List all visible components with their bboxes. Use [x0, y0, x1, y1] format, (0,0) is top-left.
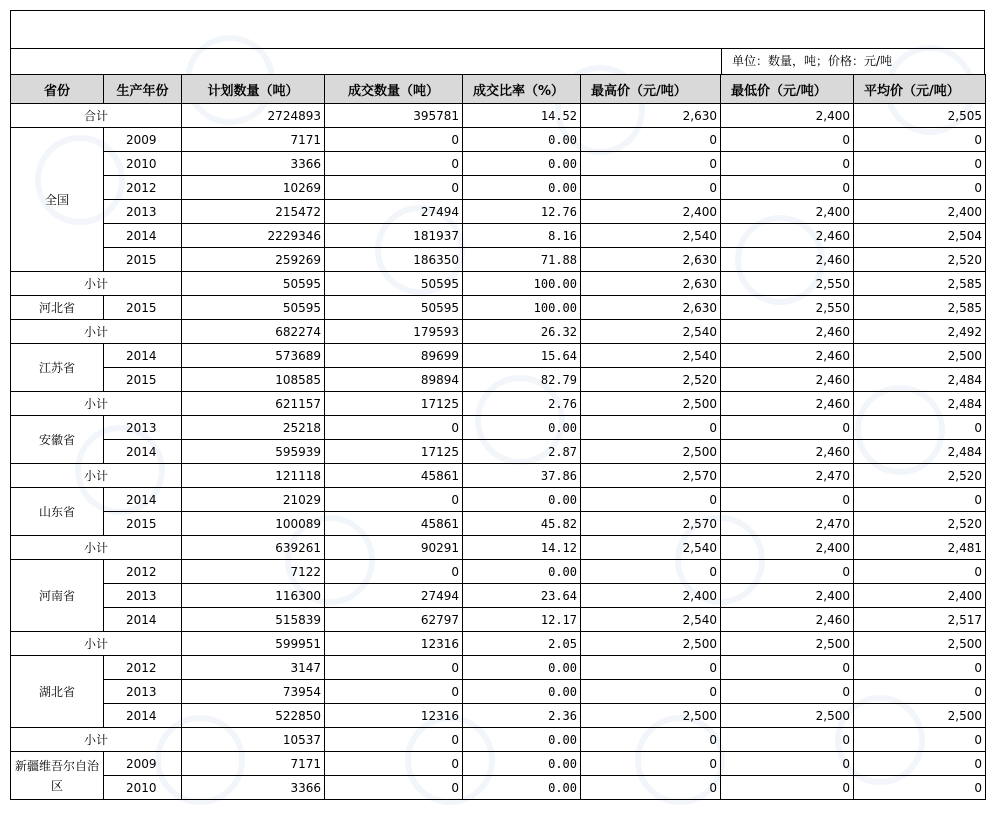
table-row	[11, 512, 986, 536]
cell-max-price: 0	[581, 560, 721, 584]
table-row	[11, 416, 986, 440]
cell-max-price: 0	[581, 152, 721, 176]
province-cell: 江苏省	[11, 344, 104, 392]
cell-deal: 62797	[325, 608, 463, 632]
table-row	[11, 296, 986, 320]
cell-avg-price: 2,400	[854, 584, 986, 608]
cell-min-price: 2,550	[721, 296, 854, 320]
cell-max-price: 2,500	[581, 632, 721, 656]
cell-avg-price: 0	[854, 176, 986, 200]
subtotal-label: 小计	[11, 728, 182, 752]
subtotal-row	[11, 728, 986, 752]
cell-ratio: 2.76	[463, 392, 581, 416]
cell-max-price: 0	[581, 728, 721, 752]
cell-min-price: 2,460	[721, 608, 854, 632]
cell-ratio: 0.00	[463, 488, 581, 512]
cell-min-price: 2,460	[721, 320, 854, 344]
cell-avg-price: 0	[854, 680, 986, 704]
cell-min-price: 2,460	[721, 248, 854, 272]
cell-max-price: 0	[581, 128, 721, 152]
cell-min-price: 0	[721, 656, 854, 680]
cell-deal: 27494	[325, 200, 463, 224]
cell-min-price: 0	[721, 488, 854, 512]
header-year: 生产年份	[104, 75, 182, 104]
cell-avg-price: 2,585	[854, 272, 986, 296]
cell-avg-price: 2,400	[854, 200, 986, 224]
table-body	[11, 104, 986, 800]
year-cell: 2015	[104, 368, 182, 392]
year-cell: 2015	[104, 248, 182, 272]
table-row	[11, 752, 986, 776]
cell-deal: 45861	[325, 512, 463, 536]
cell-deal: 17125	[325, 440, 463, 464]
cell-plan: 2229346	[182, 224, 325, 248]
year-cell: 2014	[104, 704, 182, 728]
cell-ratio: 23.64	[463, 584, 581, 608]
cell-max-price: 0	[581, 776, 721, 800]
subtotal-label: 小计	[11, 392, 182, 416]
province-cell: 安徽省	[11, 416, 104, 464]
cell-ratio: 12.76	[463, 200, 581, 224]
cell-min-price: 2,470	[721, 464, 854, 488]
cell-max-price: 2,500	[581, 704, 721, 728]
cell-plan: 25218	[182, 416, 325, 440]
cell-deal: 395781	[325, 104, 463, 128]
cell-ratio: 8.16	[463, 224, 581, 248]
province-cell: 全国	[11, 128, 104, 272]
year-cell: 2015	[104, 296, 182, 320]
year-cell: 2009	[104, 128, 182, 152]
cell-min-price: 2,400	[721, 200, 854, 224]
table-row	[11, 680, 986, 704]
cell-min-price: 2,460	[721, 392, 854, 416]
cell-deal: 0	[325, 152, 463, 176]
cell-ratio: 0.00	[463, 152, 581, 176]
cell-plan: 2724893	[182, 104, 325, 128]
table-row	[11, 152, 986, 176]
cell-plan: 50595	[182, 296, 325, 320]
cell-deal: 50595	[325, 272, 463, 296]
cell-plan: 116300	[182, 584, 325, 608]
cell-min-price: 2,550	[721, 272, 854, 296]
province-cell: 河北省	[11, 296, 104, 320]
cell-deal: 17125	[325, 392, 463, 416]
cell-ratio: 0.00	[463, 728, 581, 752]
table-row	[11, 224, 986, 248]
cell-plan: 7122	[182, 560, 325, 584]
province-cell: 河南省	[11, 560, 104, 632]
year-cell: 2012	[104, 176, 182, 200]
cell-plan: 682274	[182, 320, 325, 344]
cell-ratio: 12.17	[463, 608, 581, 632]
cell-deal: 89894	[325, 368, 463, 392]
cell-min-price: 0	[721, 176, 854, 200]
cell-avg-price: 2,484	[854, 368, 986, 392]
cell-deal: 50595	[325, 296, 463, 320]
cell-max-price: 2,400	[581, 584, 721, 608]
year-cell: 2014	[104, 488, 182, 512]
cell-avg-price: 2,520	[854, 248, 986, 272]
cell-deal: 0	[325, 776, 463, 800]
header-plan-qty: 计划数量（吨）	[182, 75, 325, 104]
cell-plan: 621157	[182, 392, 325, 416]
year-cell: 2009	[104, 752, 182, 776]
cell-avg-price: 0	[854, 656, 986, 680]
cell-max-price: 0	[581, 680, 721, 704]
cell-deal: 0	[325, 680, 463, 704]
header-deal-ratio: 成交比率（%）	[463, 75, 581, 104]
subtotal-label: 小计	[11, 272, 182, 296]
cell-plan: 3147	[182, 656, 325, 680]
cell-min-price: 2,400	[721, 104, 854, 128]
cell-max-price: 2,520	[581, 368, 721, 392]
cell-plan: 21029	[182, 488, 325, 512]
table-row	[11, 656, 986, 680]
cell-deal: 0	[325, 728, 463, 752]
cell-min-price: 2,470	[721, 512, 854, 536]
table-row	[11, 200, 986, 224]
cell-min-price: 0	[721, 680, 854, 704]
cell-min-price: 0	[721, 728, 854, 752]
cell-min-price: 0	[721, 752, 854, 776]
cell-deal: 0	[325, 176, 463, 200]
total-row	[11, 104, 986, 128]
subtotal-row	[11, 320, 986, 344]
subtotal-row	[11, 392, 986, 416]
cell-plan: 10537	[182, 728, 325, 752]
cell-ratio: 100.00	[463, 296, 581, 320]
cell-ratio: 2.36	[463, 704, 581, 728]
cell-ratio: 45.82	[463, 512, 581, 536]
cell-min-price: 2,400	[721, 584, 854, 608]
cell-min-price: 0	[721, 560, 854, 584]
cell-max-price: 2,500	[581, 392, 721, 416]
cell-min-price: 0	[721, 416, 854, 440]
cell-plan: 573689	[182, 344, 325, 368]
cell-ratio: 14.52	[463, 104, 581, 128]
unit-note: 单位：数量，吨；价格：元/吨	[721, 49, 984, 74]
cell-avg-price: 2,517	[854, 608, 986, 632]
year-cell: 2013	[104, 200, 182, 224]
cell-max-price: 2,540	[581, 608, 721, 632]
year-cell: 2014	[104, 224, 182, 248]
subtotal-row	[11, 464, 986, 488]
year-cell: 2014	[104, 344, 182, 368]
province-cell: 湖北省	[11, 656, 104, 728]
header-avg-price: 平均价（元/吨）	[854, 75, 986, 104]
cell-plan: 639261	[182, 536, 325, 560]
cell-avg-price: 2,504	[854, 224, 986, 248]
cell-ratio: 0.00	[463, 128, 581, 152]
cell-deal: 27494	[325, 584, 463, 608]
subtotal-label: 小计	[11, 320, 182, 344]
cell-avg-price: 0	[854, 128, 986, 152]
cell-min-price: 2,460	[721, 440, 854, 464]
cell-max-price: 2,540	[581, 224, 721, 248]
total-label: 合计	[11, 104, 182, 128]
table-row	[11, 128, 986, 152]
cell-ratio: 100.00	[463, 272, 581, 296]
cell-min-price: 0	[721, 152, 854, 176]
year-cell: 2014	[104, 440, 182, 464]
cell-min-price: 2,460	[721, 224, 854, 248]
subtotal-label: 小计	[11, 632, 182, 656]
cell-deal: 186350	[325, 248, 463, 272]
report-title-area	[10, 10, 985, 49]
cell-avg-price: 0	[854, 560, 986, 584]
cell-avg-price: 2,520	[854, 512, 986, 536]
cell-max-price: 0	[581, 488, 721, 512]
table-row	[11, 608, 986, 632]
cell-plan: 7171	[182, 128, 325, 152]
cell-avg-price: 2,585	[854, 296, 986, 320]
table-row	[11, 440, 986, 464]
subtotal-row	[11, 632, 986, 656]
subtotal-label: 小计	[11, 464, 182, 488]
cell-plan: 522850	[182, 704, 325, 728]
cell-avg-price: 2,505	[854, 104, 986, 128]
cell-ratio: 0.00	[463, 680, 581, 704]
cell-max-price: 0	[581, 416, 721, 440]
cell-avg-price: 2,500	[854, 632, 986, 656]
cell-ratio: 82.79	[463, 368, 581, 392]
table-row	[11, 584, 986, 608]
cell-deal: 0	[325, 416, 463, 440]
cell-max-price: 0	[581, 176, 721, 200]
cell-max-price: 2,400	[581, 200, 721, 224]
cell-min-price: 0	[721, 776, 854, 800]
cell-avg-price: 2,484	[854, 440, 986, 464]
cell-avg-price: 2,500	[854, 344, 986, 368]
cell-plan: 50595	[182, 272, 325, 296]
header-row	[11, 75, 986, 104]
cell-max-price: 2,500	[581, 440, 721, 464]
table-row	[11, 560, 986, 584]
year-cell: 2010	[104, 776, 182, 800]
cell-deal: 90291	[325, 536, 463, 560]
cell-avg-price: 0	[854, 728, 986, 752]
cell-deal: 45861	[325, 464, 463, 488]
cell-min-price: 0	[721, 128, 854, 152]
table-row	[11, 704, 986, 728]
cell-deal: 0	[325, 656, 463, 680]
cell-deal: 12316	[325, 704, 463, 728]
table-row	[11, 488, 986, 512]
cell-max-price: 2,570	[581, 512, 721, 536]
table-row	[11, 344, 986, 368]
cell-max-price: 2,630	[581, 248, 721, 272]
cell-min-price: 2,500	[721, 704, 854, 728]
cell-ratio: 0.00	[463, 656, 581, 680]
cell-deal: 181937	[325, 224, 463, 248]
cell-avg-price: 2,500	[854, 704, 986, 728]
cell-ratio: 2.05	[463, 632, 581, 656]
year-cell: 2013	[104, 416, 182, 440]
unit-bar	[10, 49, 985, 74]
cell-plan: 7171	[182, 752, 325, 776]
cell-min-price: 2,500	[721, 632, 854, 656]
cell-ratio: 0.00	[463, 560, 581, 584]
cell-deal: 0	[325, 128, 463, 152]
cell-avg-price: 0	[854, 416, 986, 440]
cell-avg-price: 0	[854, 776, 986, 800]
cell-ratio: 14.12	[463, 536, 581, 560]
cell-ratio: 0.00	[463, 776, 581, 800]
year-cell: 2015	[104, 512, 182, 536]
cell-deal: 179593	[325, 320, 463, 344]
report-container	[10, 10, 985, 800]
cell-avg-price: 2,520	[854, 464, 986, 488]
cell-max-price: 0	[581, 656, 721, 680]
cell-avg-price: 2,481	[854, 536, 986, 560]
cell-min-price: 2,460	[721, 368, 854, 392]
table-row	[11, 776, 986, 800]
cell-deal: 0	[325, 752, 463, 776]
table-row	[11, 248, 986, 272]
cell-deal: 12316	[325, 632, 463, 656]
province-cell: 新疆维吾尔自治区	[11, 752, 104, 800]
cell-plan: 215472	[182, 200, 325, 224]
subtotal-row	[11, 536, 986, 560]
cell-deal: 89699	[325, 344, 463, 368]
cell-ratio: 15.64	[463, 344, 581, 368]
cell-ratio: 0.00	[463, 752, 581, 776]
cell-plan: 108585	[182, 368, 325, 392]
cell-max-price: 2,570	[581, 464, 721, 488]
header-min-price: 最低价（元/吨）	[721, 75, 854, 104]
cell-min-price: 2,460	[721, 344, 854, 368]
cell-ratio: 2.87	[463, 440, 581, 464]
year-cell: 2013	[104, 584, 182, 608]
year-cell: 2010	[104, 152, 182, 176]
subtotal-label: 小计	[11, 536, 182, 560]
cell-plan: 100089	[182, 512, 325, 536]
cell-max-price: 2,630	[581, 272, 721, 296]
year-cell: 2012	[104, 656, 182, 680]
cell-plan: 10269	[182, 176, 325, 200]
cell-plan: 3366	[182, 152, 325, 176]
cell-plan: 3366	[182, 776, 325, 800]
cell-avg-price: 0	[854, 752, 986, 776]
cell-avg-price: 0	[854, 488, 986, 512]
cell-ratio: 0.00	[463, 176, 581, 200]
cell-deal: 0	[325, 560, 463, 584]
cell-max-price: 2,630	[581, 104, 721, 128]
cell-plan: 595939	[182, 440, 325, 464]
cell-max-price: 2,540	[581, 344, 721, 368]
cell-max-price: 2,630	[581, 296, 721, 320]
cell-max-price: 0	[581, 752, 721, 776]
cell-plan: 121118	[182, 464, 325, 488]
cell-max-price: 2,540	[581, 320, 721, 344]
header-province: 省份	[11, 75, 104, 104]
transaction-table	[10, 74, 986, 800]
cell-max-price: 2,540	[581, 536, 721, 560]
cell-ratio: 0.00	[463, 416, 581, 440]
header-deal-qty: 成交数量（吨）	[325, 75, 463, 104]
table-row	[11, 368, 986, 392]
subtotal-row	[11, 272, 986, 296]
cell-avg-price: 2,484	[854, 392, 986, 416]
province-cell: 山东省	[11, 488, 104, 536]
cell-plan: 73954	[182, 680, 325, 704]
cell-plan: 259269	[182, 248, 325, 272]
cell-avg-price: 0	[854, 152, 986, 176]
cell-ratio: 26.32	[463, 320, 581, 344]
cell-deal: 0	[325, 488, 463, 512]
cell-ratio: 71.88	[463, 248, 581, 272]
cell-plan: 599951	[182, 632, 325, 656]
year-cell: 2012	[104, 560, 182, 584]
year-cell: 2013	[104, 680, 182, 704]
table-row	[11, 176, 986, 200]
cell-min-price: 2,400	[721, 536, 854, 560]
header-max-price: 最高价（元/吨）	[581, 75, 721, 104]
cell-avg-price: 2,492	[854, 320, 986, 344]
cell-plan: 515839	[182, 608, 325, 632]
cell-ratio: 37.86	[463, 464, 581, 488]
year-cell: 2014	[104, 608, 182, 632]
